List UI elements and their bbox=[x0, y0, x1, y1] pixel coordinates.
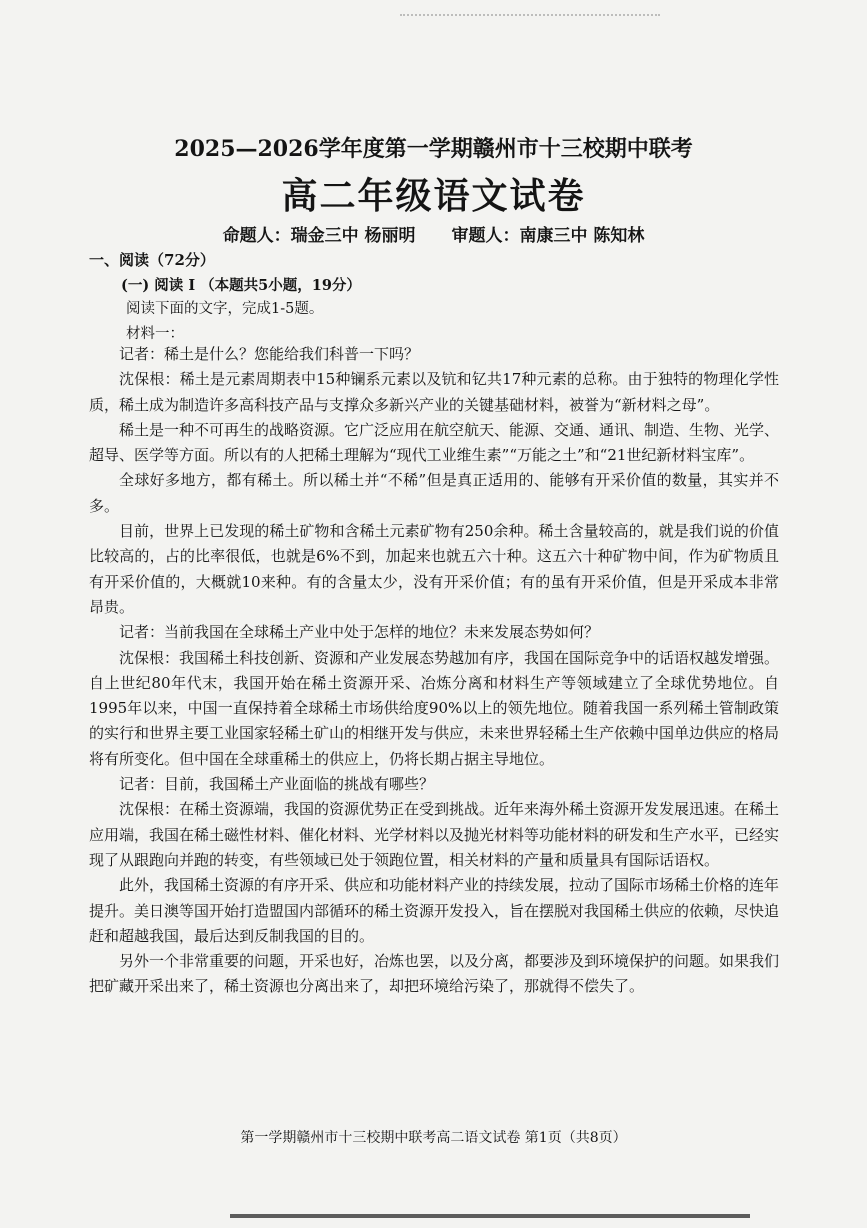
subsection-heading: (一) 阅读 I （本题共5小题，19分） bbox=[121, 277, 361, 294]
paragraph: 记者：当前我国在全球稀土产业中处于怎样的地位？未来发展态势如何？ bbox=[119, 623, 600, 642]
paragraph: 沈保根：在稀土资源端，我国的资源优势正在受到挑战。近年来海外稀土资源开发发展迅速。在稀土应用端，我国在稀土磁性材料、催化材料、光学材料以及抛光材料等功能材料的研发和生产水平，已经实现了从跟跑向并跑的转变，有些领域已处于领跑位置，相关材料的产量和质量具有国际话语权。 bbox=[89, 800, 780, 869]
instruction: 阅读下面的文字，完成1-5题。 bbox=[126, 301, 324, 317]
paragraph: 沈保根：稀土是元素周期表中15种镧系元素以及钪和钇共17种元素的总称。由于独特的物理化学性质，稀土成为制造许多高科技产品与支撑众多新兴产业的关键基础材料，被誉为“新材料之母”。 bbox=[89, 370, 779, 414]
paragraph: 此外，我国稀土资源的有序开采、供应和功能材料产业的持续发展，拉动了国际市场稀土价格的连年提升。美日澳等国开始打造盟国内部循环的稀土资源开发投入，旨在摆脱对我国稀土供应的依赖，尽快追赶和超越我国，最后达到反制我国的目的。 bbox=[89, 876, 780, 945]
exam-title: 2025—2026学年度第一学期赣州市十三校期中联考 bbox=[174, 136, 693, 162]
paragraph: 目前，世界上已发现的稀土矿物和含稀土元素矿物有250余种。稀土含量较高的，就是我们说的价值比较高的，占的比率很低，也就是6%不到，加起来也就五六十种。这五六十种矿物中间，作为矿物质且有开采价值的，大概就10来种。有的含量太少，没有开采价值；有的虽有开采价值，但是开采成本非常昂贵。 bbox=[89, 522, 779, 616]
authors-line bbox=[0, 221, 867, 246]
article-body bbox=[89, 342, 779, 1000]
question-reviewer: 审题人：南康三中 陈知林 bbox=[451, 226, 645, 246]
paragraph: 全球好多地方，都有稀土。所以稀土并“不稀”但是真正适用的、能够有开采价值的数量，其实并不多。 bbox=[89, 471, 779, 515]
main-title: 高二年级语文试卷 bbox=[281, 175, 586, 217]
paragraph: 另外一个非常重要的问题，开采也好，冶炼也罢，以及分离，都要涉及到环境保护的问题。如果我们把矿藏开采出来了，稀土资源也分离出来了，却把环境给污染了，那就得不偿失了。 bbox=[89, 952, 780, 996]
question-setter: 命题人：瑞金三中 杨丽明 bbox=[222, 226, 416, 246]
section-heading: 一、阅读（72分） bbox=[89, 251, 215, 269]
paragraph: 稀土是一种不可再生的战略资源。它广泛应用在航空航天、能源、交通、通讯、制造、生物、光学、超导、医学等方面。所以有的人把稀土理解为“现代工业维生素”“万能之土”和“21世纪新材料宝库”。 bbox=[89, 420, 780, 465]
paragraph: 记者：目前，我国稀土产业面临的挑战有哪些？ bbox=[119, 775, 435, 794]
paragraph: 沈保根：我国稀土科技创新、资源和产业发展态势越加有序，我国在国际竞争中的话语权越发增强。自上世纪80年代末，我国开始在稀土资源开采、冶炼分离和材料生产等领域建立了全球优势地位。自1995年以来，中国一直保持着全球稀土市场供给度90%以上的领先地位。随着我国一系列稀土管制政策的实行和世界主要工业国家轻稀土矿山的相继开发与供应，未来世界轻稀土生产依赖中国单边供应的格局将有所变化。但中国在全球重稀土的供应上，仍将长期占据主导地位。 bbox=[89, 648, 780, 768]
material-label: 材料一： bbox=[126, 326, 184, 342]
scan-artifact-top bbox=[400, 14, 660, 20]
scan-artifact-bottom bbox=[230, 1214, 750, 1218]
paragraph: 记者：稀土是什么？您能给我们科普一下吗？ bbox=[119, 345, 420, 363]
page-footer: 第一学期赣州市十三校期中联考高二语文试卷 第1页（共8页） bbox=[240, 1130, 627, 1146]
